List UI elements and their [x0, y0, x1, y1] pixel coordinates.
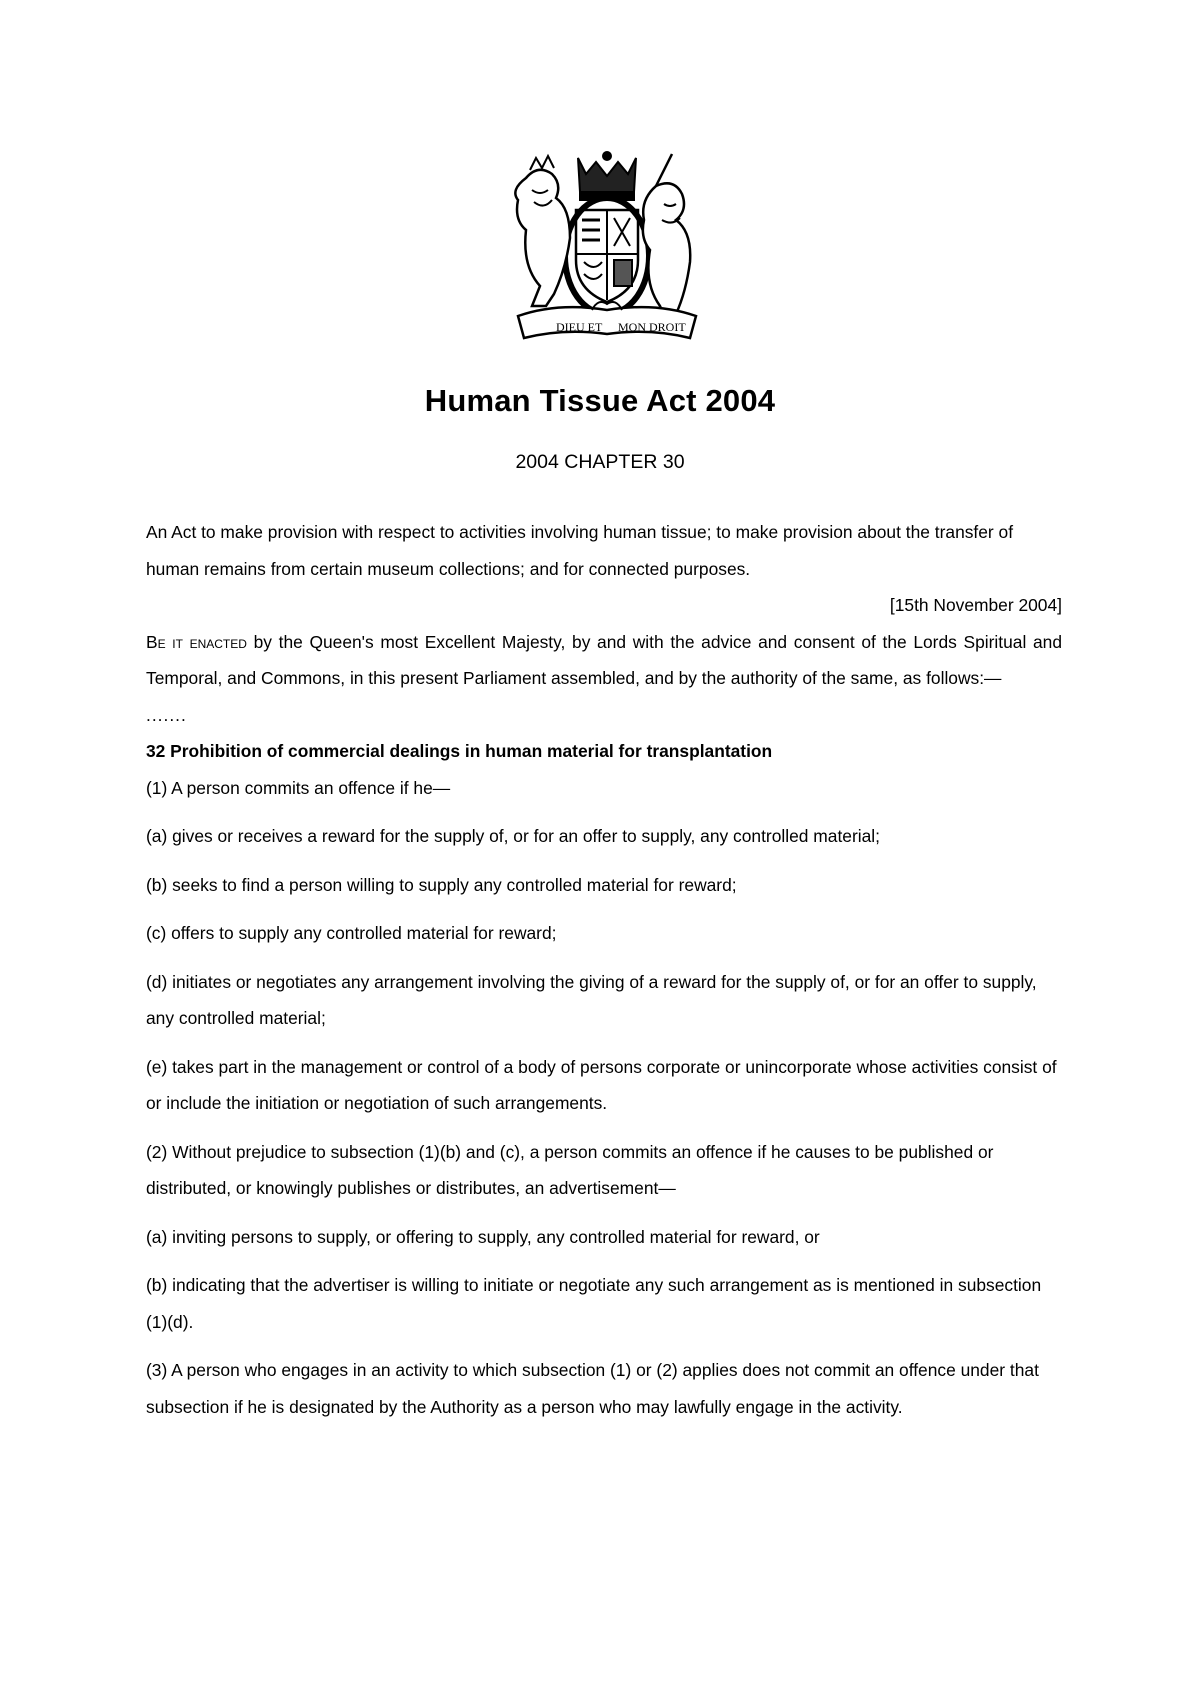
royal-assent-date: [15th November 2004]	[889, 595, 1062, 615]
enacting-formula-lead: Be it enacted	[146, 631, 247, 652]
act-title: Human Tissue Act 2004	[424, 383, 776, 418]
enacting-formula	[146, 624, 1062, 697]
section-heading: 32 Prohibition of commercial dealings in human material for transplantation	[146, 741, 773, 761]
section-paragraph: (b) indicating that the advertiser is willing to initiate or negotiate any such arrangement as is mentioned in subsection (1)(d).	[146, 1275, 1042, 1332]
section-paragraph: (a) gives or receives a reward for the supply of, or for an offer to supply, any controlled material;	[146, 826, 880, 846]
section-paragraph: (3) A person who engages in an activity to which subsection (1) or (2) applies does not commit an offence under that subsection if he is designated by the Authority as a person who may lawfully engage in the activity.	[146, 1360, 1039, 1417]
royal-crest-icon	[496, 150, 718, 346]
document-body	[146, 514, 1062, 1437]
section-paragraph: (a) inviting persons to supply, or offering to supply, any controlled material for reward, or	[146, 1226, 820, 1247]
section-paragraph: (c) offers to supply any controlled material for reward;	[146, 923, 557, 943]
section-paragraph: (2) Without prejudice to subsection (1)(b) and (c), a person commits an offence if he causes to be published or distributed, or knowingly publishes or distributes, an advertisement—	[146, 1141, 994, 1198]
long-title: An Act to make provision with respect to activities involving human tissue; to make provision about the transfer of human remains from certain museum collections; and for connected purposes.	[146, 522, 1014, 579]
section-paragraph: (d) initiates or negotiates any arrangement involving the giving of a reward for the supply of, or for an offer to supply, any controlled material;	[146, 971, 1037, 1028]
act-chapter: 2004 CHAPTER 30	[515, 451, 685, 473]
svg-text:MON DROIT: MON DROIT	[618, 320, 686, 334]
svg-text:DIEU ET: DIEU ET	[556, 320, 603, 334]
omission-marker: .......	[146, 704, 187, 725]
section-paragraph: (1) A person commits an offence if he—	[146, 777, 451, 798]
enacting-formula-text: by the Queen's most Excellent Majesty, by and with the advice and consent of the Lords Spiritual and Temporal, and Commons, in this present Parliament assembled, and by the authority of the same, as follows:—	[146, 631, 1062, 688]
royal-coat-of-arms	[496, 150, 718, 346]
section-paragraph: (e) takes part in the management or control of a body of persons corporate or unincorporate whose activities consist of or include the initiation or negotiation of such arrangements.	[146, 1056, 1057, 1113]
section-paragraph: (b) seeks to find a person willing to supply any controlled material for reward;	[146, 874, 737, 895]
